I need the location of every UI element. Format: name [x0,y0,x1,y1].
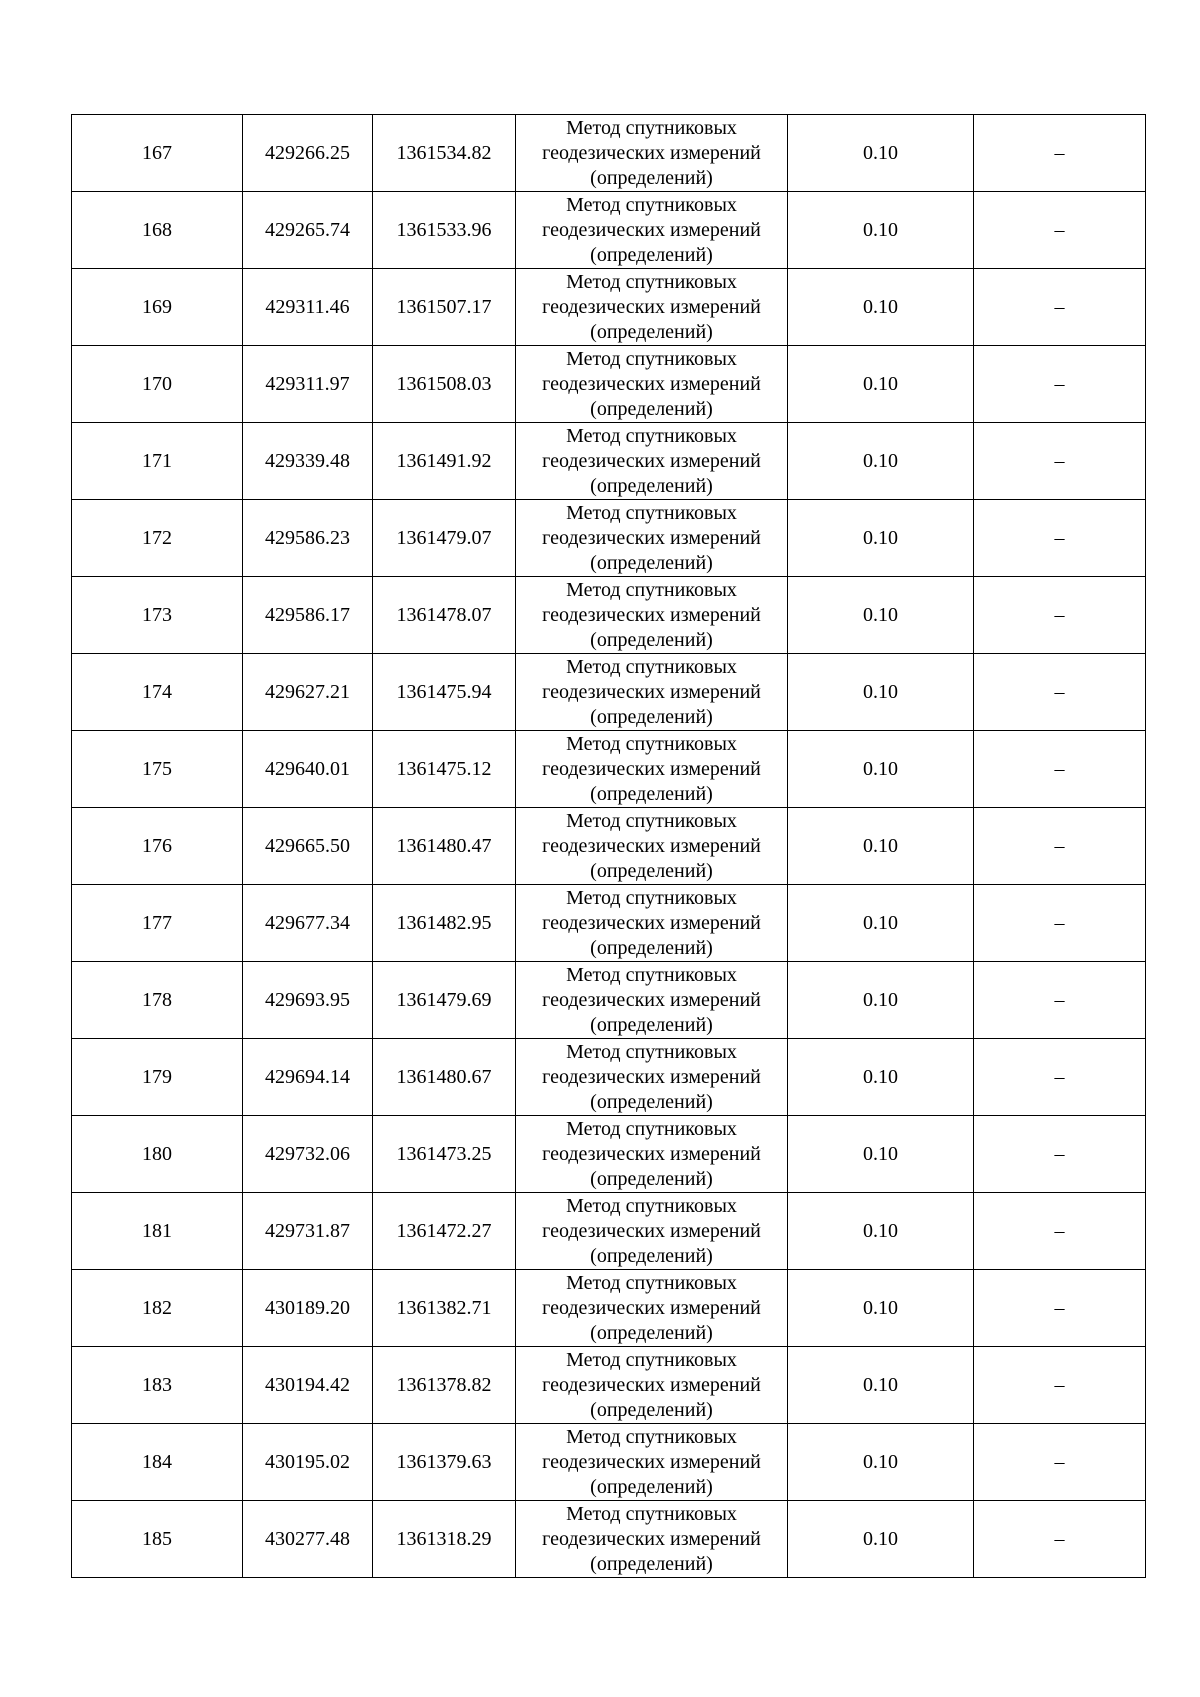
y-coordinate-cell: 1361472.27 [373,1193,516,1270]
coordinates-table-body [72,115,1146,1578]
table-row [72,654,1146,731]
y-coordinate-cell: 1361479.07 [373,500,516,577]
accuracy-cell: 0.10 [788,115,974,192]
method-line: Метод спутниковых [566,1117,737,1140]
y-coordinate-cell: 1361478.07 [373,577,516,654]
note-cell: – [974,1193,1146,1270]
accuracy-cell: 0.10 [788,1347,974,1424]
note-cell: – [974,192,1146,269]
method-line: (определений) [590,474,713,497]
accuracy-cell: 0.10 [788,423,974,500]
y-coordinate-cell: 1361382.71 [373,1270,516,1347]
table-row [72,192,1146,269]
point-number-cell: 174 [72,654,243,731]
x-coordinate-cell: 430277.48 [243,1501,373,1578]
note-cell: – [974,1347,1146,1424]
x-coordinate-cell: 429311.46 [243,269,373,346]
method-line: геодезических измерений [542,295,761,318]
y-coordinate-cell: 1361480.47 [373,808,516,885]
note-cell: – [974,962,1146,1039]
method-cell [516,269,788,346]
x-coordinate-cell: 429627.21 [243,654,373,731]
method-line: Метод спутниковых [566,732,737,755]
method-line: геодезических измерений [542,680,761,703]
point-number-cell: 170 [72,346,243,423]
table-row [72,808,1146,885]
table-row [72,1270,1146,1347]
x-coordinate-cell: 429732.06 [243,1116,373,1193]
x-coordinate-cell: 429677.34 [243,885,373,962]
method-line: (определений) [590,1090,713,1113]
table-row [72,115,1146,192]
method-line: Метод спутниковых [566,270,737,293]
point-number-cell: 173 [72,577,243,654]
table-row [72,731,1146,808]
method-line: Метод спутниковых [566,886,737,909]
method-line: (определений) [590,397,713,420]
note-cell: – [974,1424,1146,1501]
method-line: геодезических измерений [542,1450,761,1473]
method-line: Метод спутниковых [566,655,737,678]
table-row [72,1347,1146,1424]
method-line: Метод спутниковых [566,1348,737,1371]
x-coordinate-cell: 429265.74 [243,192,373,269]
method-cell [516,962,788,1039]
accuracy-cell: 0.10 [788,654,974,731]
method-line: геодезических измерений [542,1142,761,1165]
method-line: Метод спутниковых [566,424,737,447]
point-number-cell: 167 [72,115,243,192]
y-coordinate-cell: 1361482.95 [373,885,516,962]
x-coordinate-cell: 429311.97 [243,346,373,423]
method-line: (определений) [590,166,713,189]
x-coordinate-cell: 429694.14 [243,1039,373,1116]
method-cell [516,500,788,577]
y-coordinate-cell: 1361475.12 [373,731,516,808]
table-row [72,577,1146,654]
note-cell: – [974,1116,1146,1193]
table-row [72,1501,1146,1578]
method-line: геодезических измерений [542,988,761,1011]
accuracy-cell: 0.10 [788,192,974,269]
accuracy-cell: 0.10 [788,1270,974,1347]
point-number-cell: 169 [72,269,243,346]
accuracy-cell: 0.10 [788,1039,974,1116]
point-number-cell: 178 [72,962,243,1039]
note-cell: – [974,346,1146,423]
point-number-cell: 177 [72,885,243,962]
method-line: (определений) [590,1244,713,1267]
accuracy-cell: 0.10 [788,577,974,654]
method-line: геодезических измерений [542,1527,761,1550]
table-row [72,1039,1146,1116]
point-number-cell: 184 [72,1424,243,1501]
x-coordinate-cell: 430194.42 [243,1347,373,1424]
y-coordinate-cell: 1361479.69 [373,962,516,1039]
method-line: геодезических измерений [542,218,761,241]
method-line: (определений) [590,859,713,882]
method-line: Метод спутниковых [566,501,737,524]
table-row [72,1116,1146,1193]
method-cell [516,1116,788,1193]
accuracy-cell: 0.10 [788,808,974,885]
accuracy-cell: 0.10 [788,731,974,808]
method-line: (определений) [590,936,713,959]
table-row [72,500,1146,577]
y-coordinate-cell: 1361379.63 [373,1424,516,1501]
x-coordinate-cell: 430189.20 [243,1270,373,1347]
method-line: Метод спутниковых [566,1271,737,1294]
table-row [72,269,1146,346]
note-cell: – [974,885,1146,962]
coordinates-table [71,114,1146,1578]
accuracy-cell: 0.10 [788,962,974,1039]
method-line: Метод спутниковых [566,963,737,986]
method-line: (определений) [590,320,713,343]
y-coordinate-cell: 1361473.25 [373,1116,516,1193]
method-line: геодезических измерений [542,1219,761,1242]
x-coordinate-cell: 430195.02 [243,1424,373,1501]
note-cell: – [974,1270,1146,1347]
accuracy-cell: 0.10 [788,346,974,423]
method-line: геодезических измерений [542,757,761,780]
method-cell [516,885,788,962]
accuracy-cell: 0.10 [788,1501,974,1578]
method-line: геодезических измерений [542,834,761,857]
accuracy-cell: 0.10 [788,885,974,962]
method-cell [516,1501,788,1578]
method-line: Метод спутниковых [566,1502,737,1525]
method-line: (определений) [590,1013,713,1036]
method-line: Метод спутниковых [566,578,737,601]
y-coordinate-cell: 1361491.92 [373,423,516,500]
method-line: (определений) [590,628,713,651]
method-cell [516,1424,788,1501]
note-cell: – [974,423,1146,500]
method-cell [516,346,788,423]
method-line: (определений) [590,1552,713,1575]
y-coordinate-cell: 1361318.29 [373,1501,516,1578]
method-line: Метод спутниковых [566,1040,737,1063]
accuracy-cell: 0.10 [788,1116,974,1193]
method-cell [516,731,788,808]
table-row [72,423,1146,500]
point-number-cell: 168 [72,192,243,269]
method-line: геодезических измерений [542,603,761,626]
method-line: Метод спутниковых [566,1194,737,1217]
method-line: Метод спутниковых [566,809,737,832]
point-number-cell: 185 [72,1501,243,1578]
point-number-cell: 171 [72,423,243,500]
note-cell: – [974,731,1146,808]
method-line: геодезических измерений [542,1373,761,1396]
note-cell: – [974,115,1146,192]
note-cell: – [974,654,1146,731]
x-coordinate-cell: 429586.17 [243,577,373,654]
table-row [72,962,1146,1039]
method-line: геодезических измерений [542,911,761,934]
method-line: Метод спутниковых [566,116,737,139]
method-line: (определений) [590,1321,713,1344]
note-cell: – [974,269,1146,346]
x-coordinate-cell: 429640.01 [243,731,373,808]
point-number-cell: 183 [72,1347,243,1424]
method-line: (определений) [590,1167,713,1190]
point-number-cell: 179 [72,1039,243,1116]
method-line: геодезических измерений [542,1065,761,1088]
method-cell [516,808,788,885]
accuracy-cell: 0.10 [788,1193,974,1270]
point-number-cell: 180 [72,1116,243,1193]
table-row [72,346,1146,423]
method-cell [516,192,788,269]
x-coordinate-cell: 429266.25 [243,115,373,192]
x-coordinate-cell: 429339.48 [243,423,373,500]
x-coordinate-cell: 429586.23 [243,500,373,577]
y-coordinate-cell: 1361378.82 [373,1347,516,1424]
method-cell [516,423,788,500]
note-cell: – [974,808,1146,885]
point-number-cell: 182 [72,1270,243,1347]
table-row [72,1193,1146,1270]
method-line: Метод спутниковых [566,193,737,216]
method-line: геодезических измерений [542,449,761,472]
method-cell [516,1347,788,1424]
y-coordinate-cell: 1361475.94 [373,654,516,731]
y-coordinate-cell: 1361480.67 [373,1039,516,1116]
point-number-cell: 176 [72,808,243,885]
method-cell [516,1270,788,1347]
x-coordinate-cell: 429731.87 [243,1193,373,1270]
y-coordinate-cell: 1361534.82 [373,115,516,192]
y-coordinate-cell: 1361508.03 [373,346,516,423]
y-coordinate-cell: 1361507.17 [373,269,516,346]
method-line: (определений) [590,243,713,266]
method-cell [516,1039,788,1116]
note-cell: – [974,577,1146,654]
method-line: (определений) [590,551,713,574]
method-cell [516,1193,788,1270]
accuracy-cell: 0.10 [788,1424,974,1501]
x-coordinate-cell: 429665.50 [243,808,373,885]
method-line: Метод спутниковых [566,347,737,370]
method-cell [516,654,788,731]
accuracy-cell: 0.10 [788,269,974,346]
accuracy-cell: 0.10 [788,500,974,577]
method-line: (определений) [590,1398,713,1421]
table-row [72,1424,1146,1501]
note-cell: – [974,1039,1146,1116]
method-cell [516,577,788,654]
method-line: Метод спутниковых [566,1425,737,1448]
method-line: (определений) [590,705,713,728]
method-line: (определений) [590,1475,713,1498]
method-line: геодезических измерений [542,372,761,395]
method-line: геодезических измерений [542,141,761,164]
table-row [72,885,1146,962]
method-line: геодезических измерений [542,526,761,549]
method-line: геодезических измерений [542,1296,761,1319]
method-line: (определений) [590,782,713,805]
note-cell: – [974,500,1146,577]
x-coordinate-cell: 429693.95 [243,962,373,1039]
method-cell [516,115,788,192]
y-coordinate-cell: 1361533.96 [373,192,516,269]
point-number-cell: 181 [72,1193,243,1270]
note-cell: – [974,1501,1146,1578]
point-number-cell: 175 [72,731,243,808]
point-number-cell: 172 [72,500,243,577]
